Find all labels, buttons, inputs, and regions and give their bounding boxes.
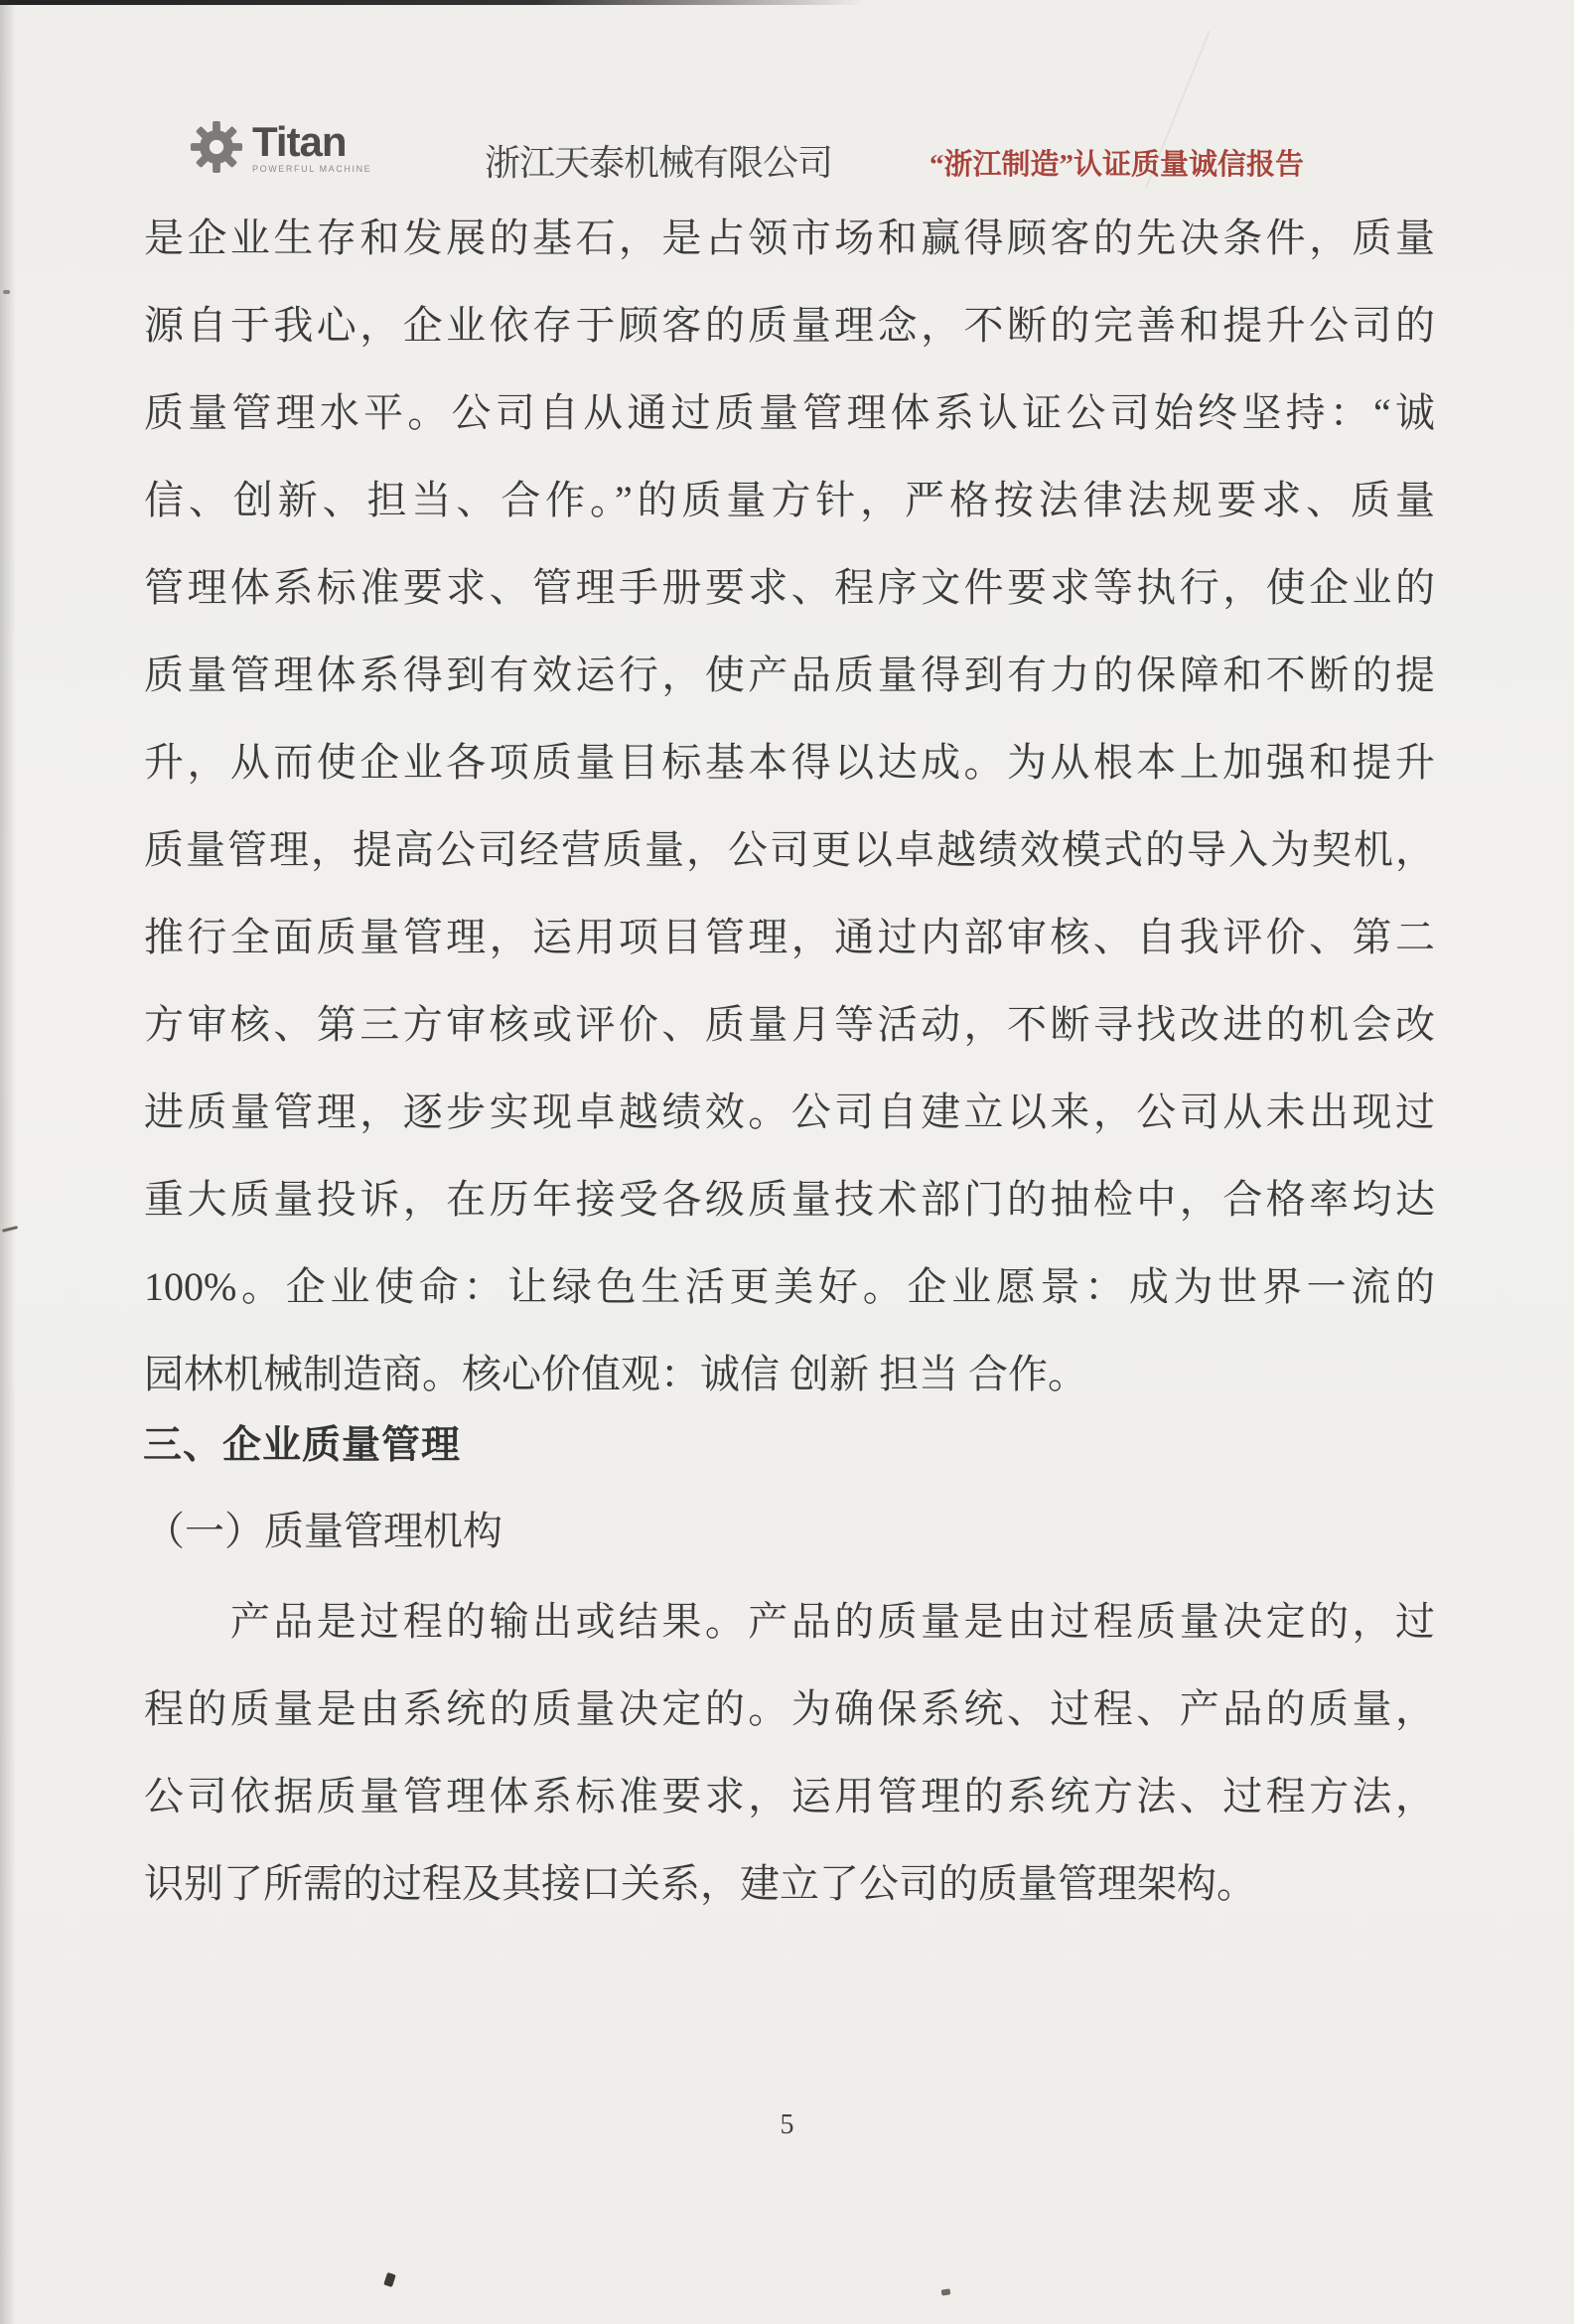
scan-artifact-bottom-mark xyxy=(941,2288,951,2295)
paragraph-line: 质量管理，提高公司经营质量，公司更以卓越绩效模式的导入为契机， xyxy=(144,827,1435,872)
report-title: “浙江制造”认证质量诚信报告 xyxy=(930,149,1305,181)
paragraph-line: 升，从而使企业各项质量目标基本得以达成。为从根本上加强和提升 xyxy=(144,740,1435,785)
paragraph-line: 园林机械制造商。核心价值观：诚信 创新 担当 合作。 xyxy=(144,1352,1087,1396)
paragraph-line: 进质量管理，逐步实现卓越绩效。公司自建立以来，公司从未出现过 xyxy=(144,1089,1435,1134)
paragraph-quality-organization xyxy=(144,1578,1435,1928)
paragraph-line: 公司依据质量管理体系标准要求，运用管理的系统方法、过程方法， xyxy=(144,1774,1435,1818)
page-number: 5 xyxy=(780,2109,794,2140)
scan-artifact-bottom-mark xyxy=(383,2272,396,2287)
company-logo xyxy=(191,118,372,178)
paragraph-line: 推行全面质量管理，运用项目管理，通过内部审核、自我评价、第二 xyxy=(144,915,1435,959)
scan-artifact-left-shadow xyxy=(0,0,16,2324)
paragraph-line: 重大质量投诉，在历年接受各级质量技术部门的抽检中，合格率均达 xyxy=(144,1177,1435,1222)
subsection-heading: （一）质量管理机构 xyxy=(145,1509,502,1553)
paragraph-line: 识别了所需的过程及其接口关系，建立了公司的质量管理架构。 xyxy=(144,1861,1256,1906)
paragraph-line: 是企业生存和发展的基石，是占领市场和赢得顾客的先决条件，质量 xyxy=(144,216,1435,260)
gear-icon xyxy=(191,121,242,178)
paragraph-line: 100%。企业使命：让绿色生活更美好。企业愿景：成为世界一流的 xyxy=(144,1264,1435,1309)
paragraph-line: 程的质量是由系统的质量决定的。为确保系统、过程、产品的质量， xyxy=(144,1686,1435,1731)
paragraph-line: 质量管理水平。公司自从通过质量管理体系认证公司始终坚持：“诚 xyxy=(144,390,1435,435)
section-heading: 三、企业质量管理 xyxy=(143,1424,462,1467)
paragraph-line: 产品是过程的输出或结果。产品的质量是由过程质量决定的，过 xyxy=(144,1599,1435,1644)
scan-artifact-top-edge xyxy=(0,0,864,5)
paragraph-line: 管理体系标准要求、管理手册要求、程序文件要求等执行，使企业的 xyxy=(144,565,1435,610)
paragraph-line: 方审核、第三方审核或评价、质量月等活动，不断寻找改进的机会改 xyxy=(144,1002,1435,1047)
paragraph-line: 源自于我心，企业依存于顾客的质量理念，不断的完善和提升公司的 xyxy=(144,303,1435,348)
company-name: 浙江天泰机械有限公司 xyxy=(485,143,833,183)
paragraph-line: 质量管理体系得到有效运行，使产品质量得到有力的保障和不断的提 xyxy=(144,653,1435,697)
brand-name: Titan xyxy=(252,118,347,165)
brand-tagline: POWERFUL MACHINE xyxy=(252,164,372,174)
paragraph-line: 信、创新、担当、合作。”的质量方针，严格按法律法规要求、质量 xyxy=(144,478,1435,522)
scan-artifact-left-dot xyxy=(3,290,10,294)
paragraph-quality-policy xyxy=(144,195,1435,1418)
